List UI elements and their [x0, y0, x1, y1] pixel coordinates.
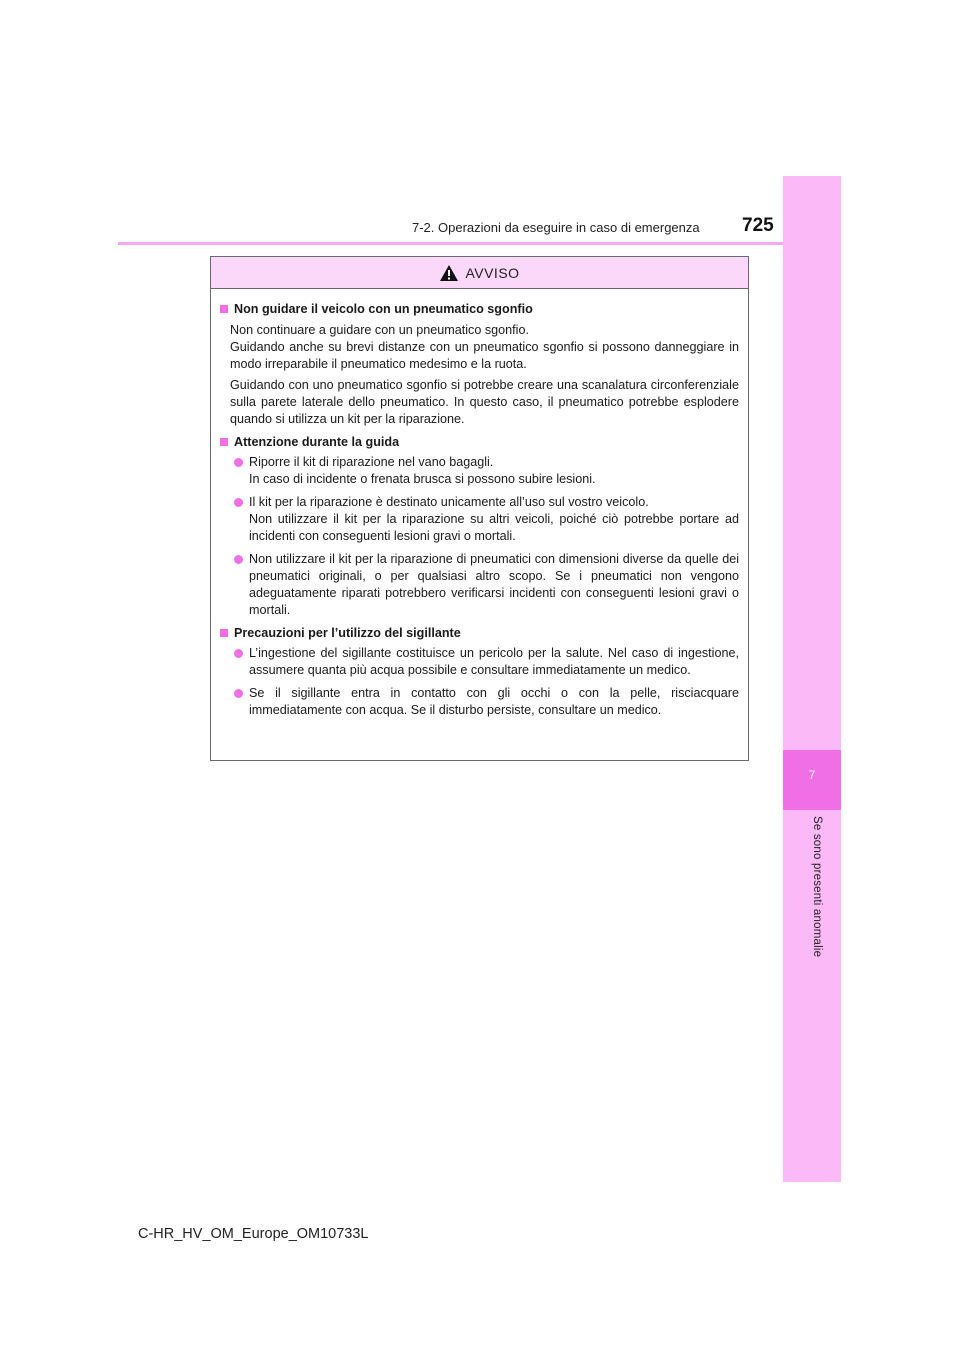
square-bullet-icon	[220, 629, 228, 637]
square-bullet-icon	[220, 305, 228, 313]
list-item	[234, 685, 739, 719]
circle-bullet-icon	[234, 498, 243, 507]
item-line: Non utilizzare il kit per la riparazione di pneumatici con dimensioni diverse da quelle dei pneumatici originali, o per qualsiasi altro scopo. Se i pneumatici non vengono adeguatamente riparati potrebbero verificarsi incidenti con conseguenti lesioni gravi o mortali.	[249, 552, 739, 617]
warning-box	[210, 256, 749, 761]
warning-body	[211, 289, 748, 719]
warning-header	[211, 257, 748, 289]
paragraph-line: Guidando anche su brevi distanze con un pneumatico sgonfio si possono danneggiare in modo irreparabile il pneumatico medesimo e la ruota.	[230, 340, 739, 371]
section-heading	[220, 301, 739, 318]
paragraph	[230, 322, 739, 373]
item-line: Se il sigillante entra in contatto con gli occhi o con la pelle, risciacquare immediatamente con acqua. Se il disturbo persiste, consultare un medico.	[249, 686, 739, 717]
page-number: 725	[742, 215, 774, 236]
header-rule	[118, 242, 841, 245]
paragraph: Guidando con uno pneumatico sgonfio si potrebbe creare una scanalatura circonferenziale sulla parete laterale dello pneumatico. In questo caso, il pneumatico potrebbe esplodere quando si utilizza un kit per la riparazione.	[230, 378, 739, 426]
list-item	[234, 454, 739, 488]
list-item	[234, 645, 739, 679]
warning-triangle-icon	[439, 264, 459, 282]
item-line: In caso di incidente o frenata brusca si possono subire lesioni.	[249, 472, 596, 486]
item-line: Riporre il kit di riparazione nel vano bagagli.	[249, 455, 494, 469]
item-line: Non utilizzare il kit per la riparazione su altri veicoli, poiché ciò potrebbe portare ad incidenti con conseguenti lesioni gravi o mortali.	[249, 512, 739, 543]
circle-bullet-icon	[234, 689, 243, 698]
section-title: 7-2. Operazioni da eseguire in caso di emergenza	[412, 220, 700, 235]
chapter-side-tab	[783, 176, 841, 1182]
paragraph-line: Non continuare a guidare con un pneumatico sgonfio.	[230, 323, 529, 337]
list-item	[234, 494, 739, 545]
section-title-text: Non guidare il veicolo con un pneumatico sgonfio	[234, 302, 533, 316]
warning-title: AVVISO	[465, 264, 520, 281]
document-code: C-HR_HV_OM_Europe_OM10733L	[138, 1226, 369, 1242]
square-bullet-icon	[220, 438, 228, 446]
circle-bullet-icon	[234, 458, 243, 467]
section-heading	[220, 434, 739, 451]
item-line: Il kit per la riparazione è destinato unicamente all’uso sul vostro veicolo.	[249, 495, 649, 509]
section-heading	[220, 625, 739, 642]
section-title-text: Precauzioni per l’utilizzo del sigillante	[234, 626, 461, 640]
circle-bullet-icon	[234, 555, 243, 564]
chapter-number: 7	[808, 768, 816, 782]
circle-bullet-icon	[234, 649, 243, 658]
section-title-text: Attenzione durante la guida	[234, 435, 400, 449]
item-line: L’ingestione del sigillante costituisce un pericolo per la salute. Nel caso di ingestione, assumere quanta più acqua possibile e consultare immediatamente un medico.	[249, 646, 739, 677]
chapter-label: Se sono presenti anomalie	[811, 816, 823, 958]
list-item	[234, 551, 739, 619]
